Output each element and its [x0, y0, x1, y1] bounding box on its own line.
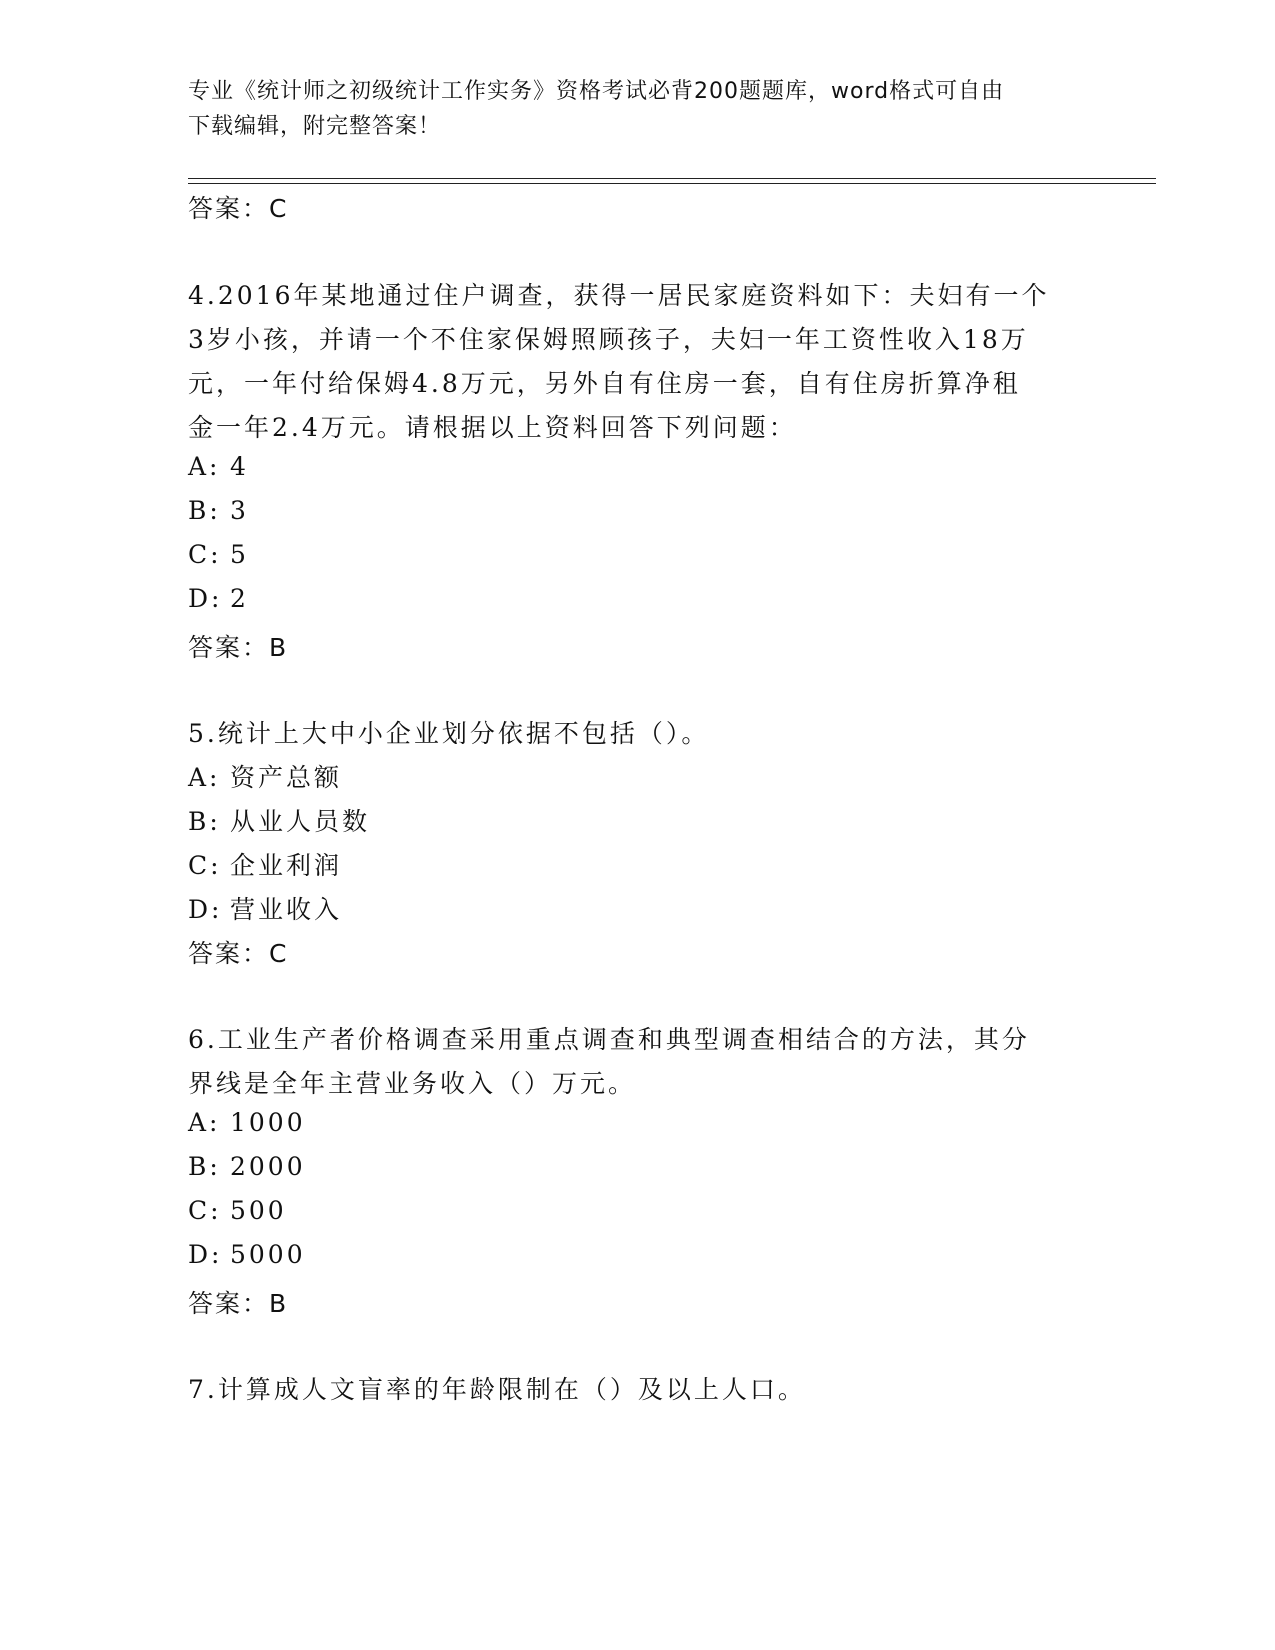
answer-q3: 答案：C	[188, 194, 289, 223]
q6-option-a: A: 1000	[188, 1108, 306, 1137]
q5-stem-line-1: 5.统计上大中小企业划分依据不包括（）。	[188, 719, 710, 748]
q6-stem-line-2: 界线是全年主营业务收入（）万元。	[188, 1069, 637, 1098]
q7-stem-line-1: 7.计算成人文盲率的年龄限制在（）及以上人口。	[188, 1375, 806, 1404]
q4-option-a: A: 4	[188, 452, 249, 481]
header-line-1: 专业《统计师之初级统计工作实务》资格考试必背200题题库，word格式可自由	[188, 79, 1005, 104]
q6-option-b: B: 2000	[188, 1152, 306, 1181]
answer-q5: 答案：C	[188, 939, 289, 968]
header-line-2: 下载编辑，附完整答案！	[188, 114, 442, 139]
header-rule-bottom	[188, 183, 1156, 184]
answer-q6: 答案：B	[188, 1289, 289, 1318]
q4-stem-line-2: 3岁小孩，并请一个不住家保姆照顾孩子，夫妇一年工资性收入18万	[188, 325, 1029, 354]
document-header	[188, 74, 1068, 144]
q5-option-c: C: 企业利润	[188, 851, 343, 880]
q4-option-d: D: 2	[188, 584, 249, 613]
q4-stem-line-4: 金一年2.4万元。请根据以上资料回答下列问题：	[188, 413, 797, 442]
q4-option-c: C: 5	[188, 540, 249, 569]
answer-q4: 答案：B	[188, 633, 289, 662]
q4-option-b: B: 3	[188, 496, 249, 525]
q6-option-c: C: 500	[188, 1196, 287, 1225]
q6-stem-line-1: 6.工业生产者价格调查采用重点调查和典型调查相结合的方法，其分	[188, 1025, 1030, 1054]
header-rule-top	[188, 178, 1156, 179]
q6-option-d: D: 5000	[188, 1240, 306, 1269]
q5-option-d: D: 营业收入	[188, 895, 343, 924]
q5-option-b: B: 从业人员数	[188, 807, 371, 836]
q4-stem-line-1: 4.2016年某地通过住户调查，获得一居民家庭资料如下：夫妇有一个	[188, 281, 1050, 310]
q5-option-a: A: 资产总额	[188, 763, 343, 792]
q4-stem-line-3: 元，一年付给保姆4.8万元，另外自有住房一套，自有住房折算净租	[188, 369, 1021, 398]
